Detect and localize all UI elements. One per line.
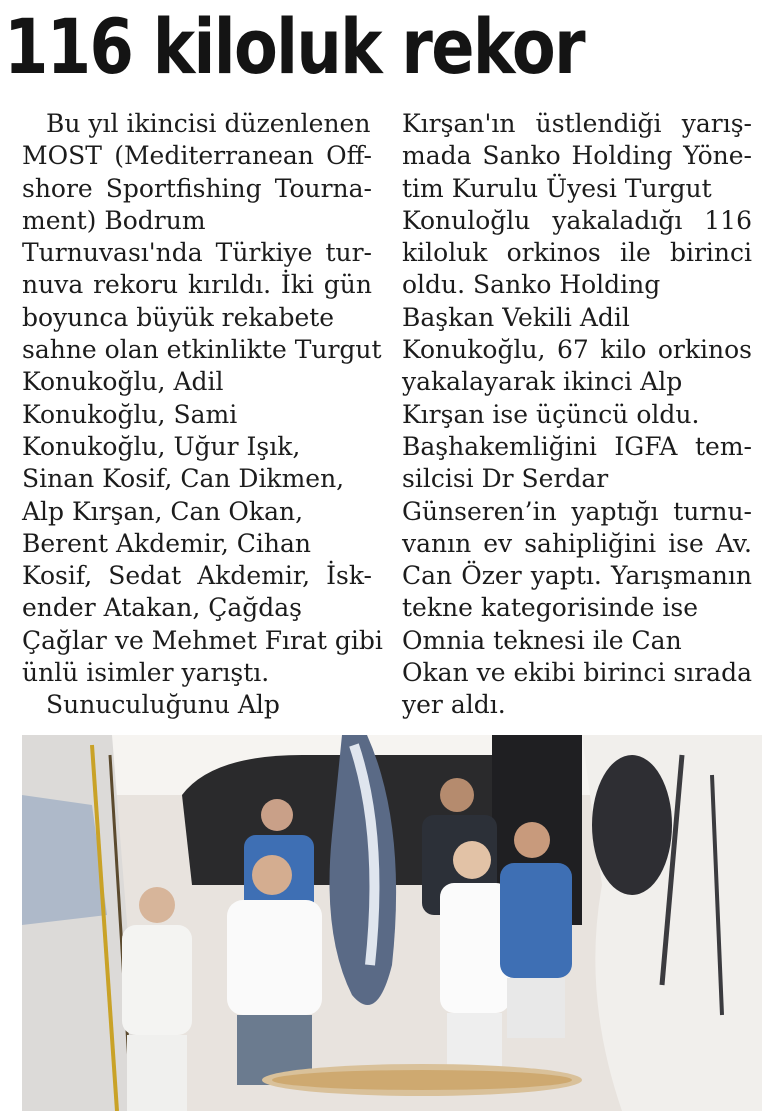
photo-illustration: [22, 735, 762, 1111]
article-line: Konuloğlu yakaladığı 116: [402, 205, 752, 235]
article-line: Sunuculuğunu Alp: [46, 690, 280, 720]
article-photo: [22, 735, 762, 1111]
article-line: tekne kategorisinde ise: [402, 593, 699, 623]
article-line: ment) Bodrum: [22, 205, 206, 235]
article-line: ünlü isimler yarıştı.: [22, 658, 270, 688]
article-line: ender Atakan, Çağdaş: [22, 593, 302, 623]
article-line: Konukoğlu, 67 kilo orkinos: [402, 335, 752, 365]
article-line: shore Sportfishing Tourna-: [22, 173, 372, 203]
article-line: nuva rekoru kırıldı. İki gün: [22, 270, 372, 300]
article-line: Günseren’in yaptığı turnu-: [402, 496, 752, 526]
article-line: Omnia teknesi ile Can: [402, 625, 682, 655]
article-line: tim Kurulu Üyesi Turgut: [402, 173, 712, 203]
article-line: yakalayarak ikinci Alp: [402, 367, 683, 397]
article-line: boyunca büyük rekabete: [22, 302, 335, 332]
article-line: MOST (Mediterranean Off-: [22, 141, 372, 171]
article-line: silcisi Dr Serdar: [402, 464, 609, 494]
article-line: Berent Akdemir, Cihan: [22, 528, 312, 558]
article-line: Sinan Kosif, Can Dikmen,: [22, 464, 345, 494]
headline: 116 kiloluk rekor: [4, 2, 584, 91]
article-line: Çağlar ve Mehmet Fırat gibi: [22, 625, 383, 655]
article-line: Kırşan'ın üstlendiği yarış-: [402, 109, 752, 138]
article-line: Başhakemliğini IGFA tem-: [402, 431, 752, 461]
article-line: kiloluk orkinos ile birinci: [402, 238, 752, 268]
article-line: Kırşan ise üçüncü oldu.: [402, 399, 700, 429]
article-line: Can Özer yaptı. Yarışmanın: [402, 561, 752, 591]
article-line: yer aldı.: [402, 690, 506, 720]
article-line: mada Sanko Holding Yöne-: [402, 141, 752, 171]
article-line: Bu yıl ikincisi düzenlenen: [46, 109, 371, 138]
article-line: Konukoğlu, Adil: [22, 367, 224, 397]
article-column-left: [22, 108, 383, 722]
article-line: Konukoğlu, Uğur Işık,: [22, 431, 301, 461]
boat-porthole: [592, 755, 672, 895]
article-line: Konukoğlu, Sami: [22, 399, 238, 429]
article-line: Başkan Vekili Adil: [402, 302, 630, 332]
article-line: vanın ev sahipliğini ise Av.: [402, 528, 752, 558]
article-column-right: [402, 108, 752, 722]
article-line: oldu. Sanko Holding: [402, 270, 661, 300]
article-line: Alp Kırşan, Can Okan,: [22, 496, 304, 526]
article-line: Kosif, Sedat Akdemir, İsk-: [22, 561, 372, 591]
article-line: Turnuvası'nda Türkiye tur-: [22, 238, 372, 268]
article-line: Okan ve ekibi birinci sırada: [402, 658, 752, 688]
article-line: sahne olan etkinlikte Turgut: [22, 335, 382, 365]
